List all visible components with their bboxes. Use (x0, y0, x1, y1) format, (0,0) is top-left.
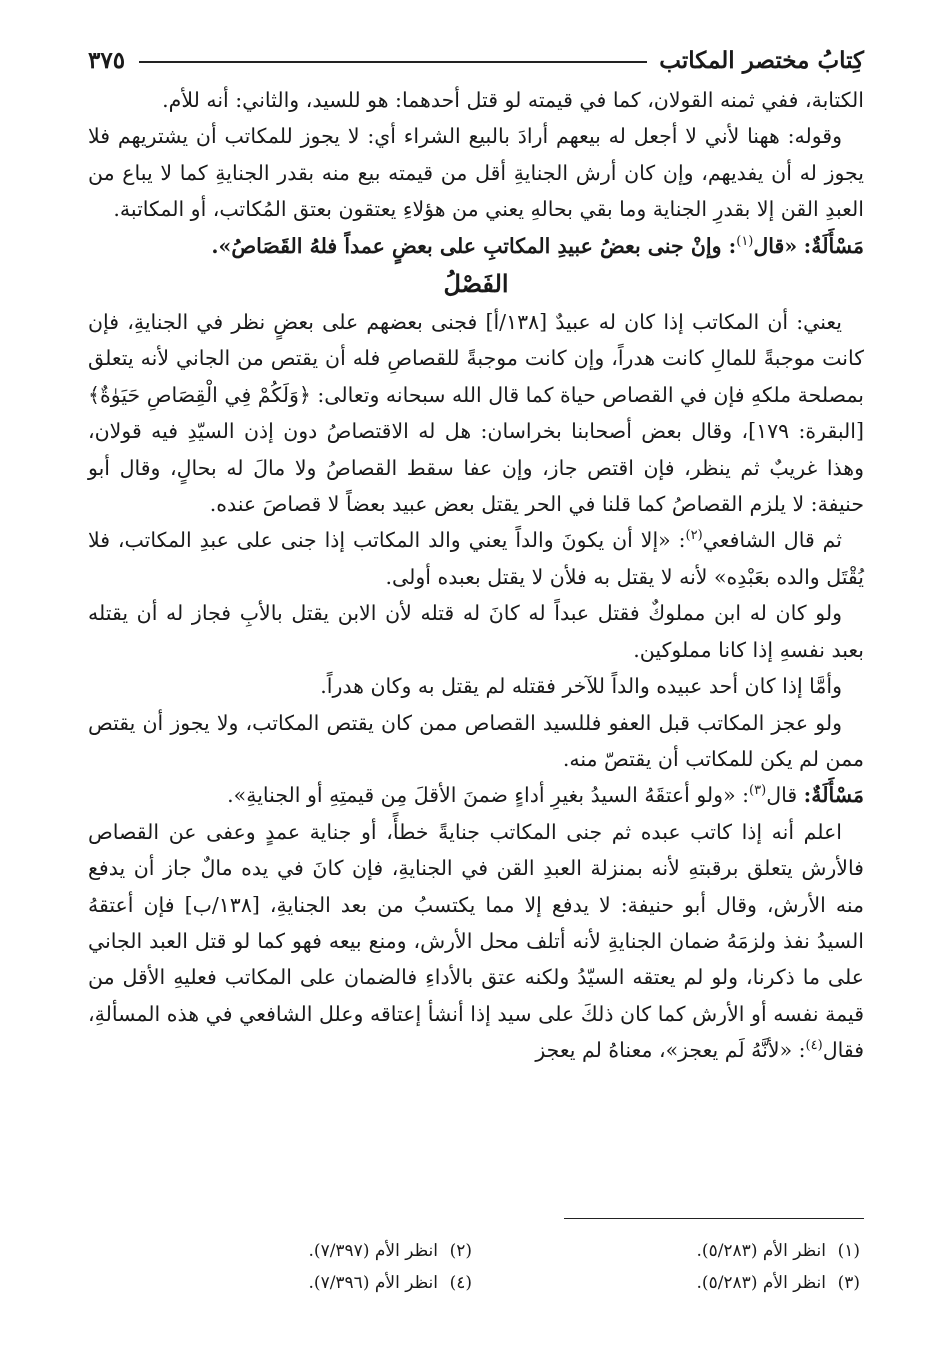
footnote-text: انظر الأم (٥/٢٨٣). (696, 1241, 826, 1261)
paragraph-1: الكتابة، ففي ثمنه القولان، كما في قيمته لو قتل أحدهما: هو للسيد، والثاني: أنه للأم. (162, 88, 864, 112)
masala-2 (88, 777, 864, 813)
footnote-text: انظر الأم (٥/٢٨٣). (696, 1273, 826, 1293)
footnotes (88, 1235, 864, 1299)
paragraph-8 (88, 814, 864, 1069)
section-heading: الفَصْلُ (443, 269, 509, 299)
footnote-1 (476, 1235, 864, 1267)
footnote-rule (564, 1218, 864, 1219)
paragraph-4-end: : «إلا أن يكونَ والداً يعني والد المكاتب إذا جنى على عبدِ المكاتب، فلا يُقْتَل والده بعَبْدِه» لأنه لا يقتل به فلأن لا يقتل بعبده أولى. (88, 528, 864, 589)
main-text (88, 82, 864, 1069)
masala-2-text-start: قال (766, 783, 798, 808)
footnote-ref-4: (٤) (805, 1038, 823, 1054)
footnote-text: انظر الأم (٧/٣٩٦). (308, 1273, 438, 1293)
paragraph-3: يعني: أن المكاتب إذا كان له عبيدٌ [١٣٨/أ] فجنى بعضهم على بعضٍ نظر في الجنايةِ، فإن كانت موجبةً للمالِ كانت هدراً، وإن كانت موجبةً للقصاصِ فله أن يقتص من الجاني لأنه يتعلق بمصلحة ملكهِ فإن في القصاص حياة كما قال الله سبحانه وتعالى: ﴿وَلَكُمْ فِي الْقِصَاصِ حَيَوٰةٌ﴾ [البقرة: ١٧٩]، وقال بعض أصحابنا بخراسان: هل له الاقتصاصُ دون إذن السيّدِ فيه قولان، وهذا غريبٌ ثم ينظر، فإن اقتص جاز، وإن عفا سقط القصاصُ ولا مالَ له بحالٍ، وقال أبو حنيفة: لا يلزم القصاصُ كما قلنا في الحر يقتل بعض عبيد بعضاً لا قصاصَ عنده. (88, 310, 864, 517)
paragraph-6: وأمَّا إذا كان أحد عبيده والداً للآخر فقتله لم يقتل به وكان هدراً. (320, 674, 842, 699)
footnote-3 (476, 1267, 864, 1299)
book-title: كِتابُ مختصر المكاتب (659, 46, 864, 74)
paragraph-2: وقوله: ههنا لأني لا أجعل له بيعهم أرادَ بالبيع الشراء أي: لا يجوز للمكاتب أن يشتريهم فلا يجوز له أن يفديهم، وإن كان أرش الجنايةِ أقل من قيمته بيع منه بقدر الجنايةِ كما لا يباع من العبدِ القن إلا بقدرِ الجناية وما بقي بحالهِ يعني من هؤلاءِ يعتقون بعتق المُكاتب، أو المكاتبة. (88, 124, 864, 222)
paragraph-8-end: : «لأنَّهُ لَم يعجز»، معناهُ لم يعجز (535, 1038, 806, 1063)
paragraph-7: ولو عجز المكاتب قبل العفو فللسيد القصاص ممن كان يقتص المكاتب، ولا يجوز أن يقتص ممن لم يكن للمكاتب أن يقتصّ منه. (88, 710, 864, 771)
header-rule (139, 61, 647, 63)
paragraph-5: ولو كان له ابن مملوكٌ فقتل عبداً له كانَ له قتله لأن الابن يقتل بالأبِ فجاز له أن يقتله بعبد نفسهِ إذا كانا مملوكين. (88, 601, 864, 662)
paragraph-4-start: ثم قال الشافعي (702, 528, 842, 553)
masala-label: مَسْأَلَةٌ: (803, 233, 864, 258)
footnote-2 (88, 1235, 476, 1267)
page-number: ٣٧٥ (88, 46, 126, 74)
footnote-number: (٤) (449, 1273, 472, 1293)
masala-2-text-end: : «ولو أعتقَهُ السيدُ بغيرِ أداءٍ ضمنَ الأقلَ مِن قيمتِهِ أو الجنايةِ». (227, 783, 750, 808)
paragraph-4 (88, 522, 864, 595)
paragraph-8-start: اعلم أنه إذا كاتب عبده ثم جنى المكاتب جنايةً خطأً، أو جناية عمدٍ وعفى عن القصاص فالأرش يتعلق برقبتهِ لأنه بمنزلة العبدِ القن في الجنايةِ، فإن كانَ في يده مالٌ جاز أن يدفع منه الأرش، وقال أبو حنيفة: لا يدفع إلا مما يكتسبُ من بعد الجنايةِ، [١٣٨/ب] فإن أعتقهُ السيدُ نفذ ولزمَهُ ضمان الجنايةِ لأنه أتلف محل الأرش، ومنع بيعه فهو كما لو قتل العبد الجاني على ما ذكرنا، ولو لم يعتقه السيّدُ ولكنه عتق بالأداءِ فالضمان على المكاتب فعليهِ الأقل من قيمة نفسه أو الأرش كما كان ذلكَ على سيد إذا أنشأ إعتاقه وعلل الشافعي في هذه المسألةِ، فقال (88, 819, 864, 1063)
book-page (88, 40, 864, 1340)
masala-1 (88, 228, 864, 264)
footnote-number: (١) (837, 1241, 860, 1261)
footnote-ref-2: (٢) (685, 528, 703, 544)
footnote-text: انظر الأم (٧/٣٩٧). (308, 1241, 438, 1261)
footnote-number: (٣) (837, 1273, 860, 1293)
masala-1-text-end: : وإنْ جنى بعضُ عبيدِ المكاتبِ على بعضٍ عمداً فلهُ القَصَاصُ». (211, 233, 737, 258)
masala-1-text-start: «قال (753, 233, 798, 258)
footnote-ref-1: (١) (736, 233, 754, 249)
running-head (88, 40, 864, 80)
masala-label-2: مَسْأَلَةٌ: (803, 783, 864, 808)
footnote-ref-3: (٣) (749, 783, 767, 799)
footnote-4 (88, 1267, 476, 1299)
footnote-number: (٢) (449, 1241, 472, 1261)
